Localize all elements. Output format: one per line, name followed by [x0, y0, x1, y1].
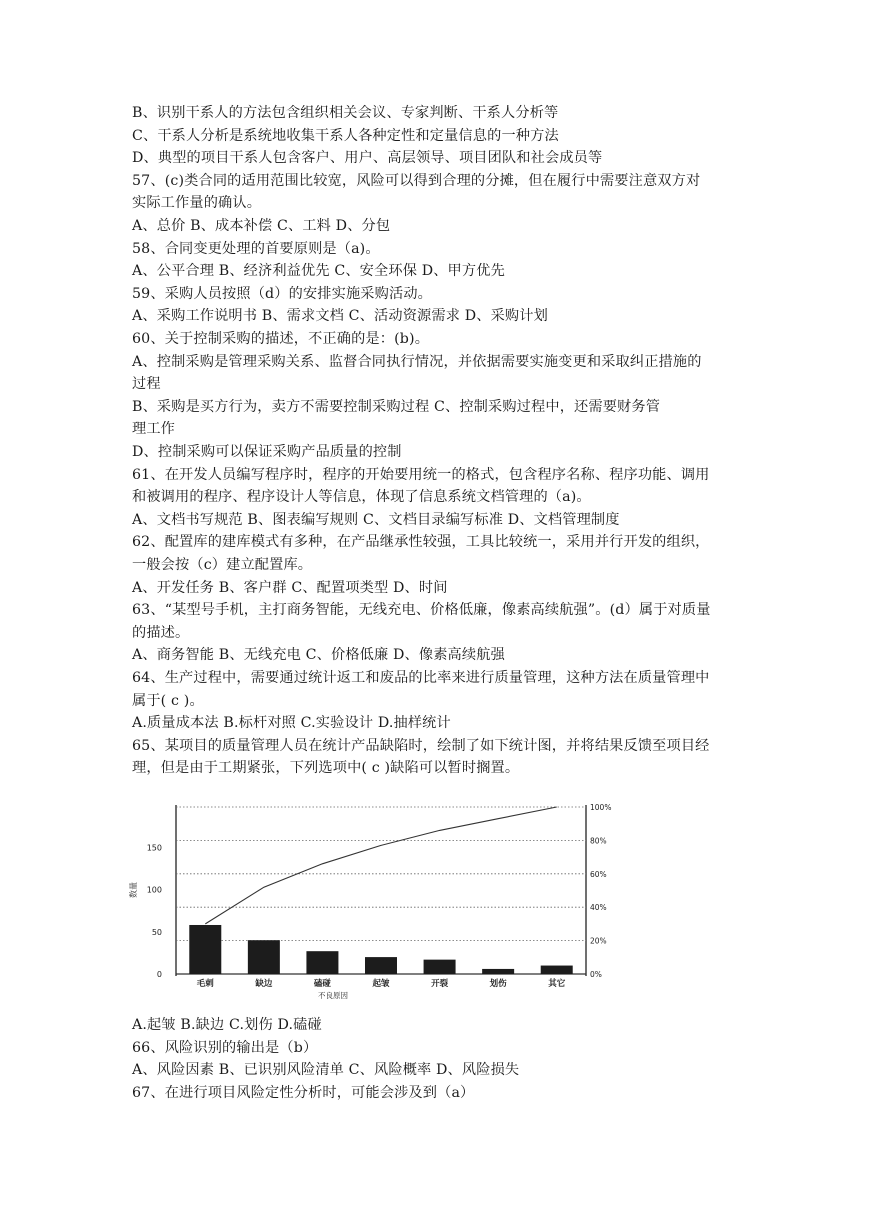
text-line: B、识别干系人的方法包含组织相关会议、专家判断、干系人分析等 — [132, 105, 559, 121]
y2-tick-label: 60% — [590, 869, 607, 879]
x-tick-label: 划伤 — [489, 979, 507, 989]
text-line: 59、采购人员按照（d）的安排实施采购活动。 — [132, 285, 432, 302]
cumulative-line — [205, 807, 556, 924]
bar-划伤 — [482, 969, 514, 974]
text-line: 62、配置库的建库模式有多种，在产品继承性较强，工具比较统一，采用并行开发的组织， — [132, 534, 710, 551]
text-line: 实际工作量的确认。 — [132, 195, 262, 212]
text-line: A.起皱 B.缺边 C.划伤 D.磕碰 — [132, 1017, 322, 1033]
y-tick-label: 0 — [156, 970, 162, 979]
x-tick-label: 其它 — [548, 979, 566, 989]
text-line: A、开发任务 B、客户群 C、配置项类型 D、时间 — [132, 579, 448, 596]
text-line: 58、合同变更处理的首要原则是（a)。 — [132, 240, 380, 257]
bar-其它 — [541, 966, 573, 974]
text-line: C、干系人分析是系统地收集干系人各种定性和定量信息的一种方法 — [132, 127, 559, 144]
text-line: 64、生产过程中，需要通过统计返工和废品的比率来进行质量管理，这种方法在质量管理中 — [132, 670, 710, 686]
text-line: 66、风险识别的输出是（b） — [132, 1039, 318, 1056]
text-line: A、文档书写规范 B、图表编写规则 C、文档目录编写标准 D、文档管理制度 — [132, 511, 620, 528]
text-line: 61、在开发人员编写程序时，程序的开始要用统一的格式，包含程序名称、程序功能、调用 — [132, 466, 710, 483]
text-line: 理，但是由于工期紧张，下列选项中( c )缺陷可以暂时搁置。 — [132, 760, 520, 777]
y2-tick-label: 80% — [590, 836, 607, 846]
text-line: D、控制采购可以保证采购产品质量的控制 — [132, 444, 402, 460]
bar-缺边 — [248, 940, 280, 974]
x-axis-label: 不良原因 — [318, 991, 348, 1000]
y-tick-label: 150 — [146, 843, 162, 853]
text-line: A、风险因素 B、已识别风险清单 C、风险概率 D、风险损失 — [132, 1062, 520, 1079]
bar-磕碰 — [306, 951, 338, 974]
text-line: 过程 — [132, 376, 161, 393]
text-line: A、总价 B、成本补偿 C、工料 D、分包 — [132, 218, 391, 234]
y2-tick-label: 20% — [590, 936, 607, 946]
x-tick-label: 毛刺 — [196, 979, 214, 989]
bar-毛刺 — [189, 925, 221, 974]
bar-起皱 — [365, 957, 397, 974]
bar-开裂 — [424, 960, 456, 974]
text-line: D、典型的项目干系人包含客户、用户、高层领导、项目团队和社会成员等 — [132, 150, 603, 167]
text-line: A、公平合理 B、经济利益优先 C、安全环保 D、甲方优先 — [132, 263, 505, 280]
text-line: 65、某项目的质量管理人员在统计产品缺陷时，绘制了如下统计图，并将结果反馈至项目经 — [132, 737, 710, 754]
x-tick-label: 开裂 — [431, 979, 449, 989]
text-line: A、商务智能 B、无线充电 C、价格低廉 D、像素高续航强 — [132, 647, 505, 664]
text-line: A.质量成本法 B.标杆对照 C.实验设计 D.抽样统计 — [132, 715, 451, 732]
y-axis-label: 数量 — [129, 882, 138, 898]
text-line: 属于( c )。 — [132, 692, 204, 709]
y-tick-label: 50 — [151, 927, 162, 937]
x-tick-label: 缺边 — [255, 979, 273, 989]
x-tick-label: 起皱 — [372, 979, 390, 989]
y-tick-label: 100 — [146, 885, 162, 895]
text-line: A、采购工作说明书 B、需求文档 C、活动资源需求 D、采购计划 — [132, 308, 548, 325]
y2-tick-label: 40% — [590, 903, 607, 913]
x-tick-label: 磕碰 — [313, 979, 331, 989]
text-line: 60、关于控制采购的描述，不正确的是：(b)。 — [132, 331, 430, 347]
text-line: A、控制采购是管理采购关系、监督合同执行情况，并依据需要实施变更和采取纠正措施的 — [132, 353, 702, 370]
text-line: 理工作 — [132, 421, 176, 438]
y2-tick-label: 0% — [590, 970, 602, 979]
text-line: 67、在进行项目风险定性分析时，可能会涉及到（a） — [132, 1084, 475, 1101]
text-line: 63、“某型号手机，主打商务智能，无线充电、价格低廉，像素高续航强”。(d）属于对质量 — [132, 602, 711, 619]
text-line: B、采购是买方行为，卖方不需要控制采购过程 C、控制采购过程中，还需要财务管 — [132, 398, 661, 415]
pareto-chart — [128, 790, 618, 1010]
pareto-chart-svg — [128, 790, 618, 1010]
text-line: 57、(c)类合同的适用范围比较宽，风险可以得到合理的分摊，但在履行中需要注意双方对 — [132, 172, 701, 189]
y2-tick-label: 100% — [590, 803, 612, 812]
text-line: 和被调用的程序、程序设计人等信息，体现了信息系统文档管理的（a)。 — [132, 489, 591, 506]
text-line: 一般会按（c）建立配置库。 — [132, 557, 313, 573]
text-line: 的描述。 — [132, 624, 190, 641]
